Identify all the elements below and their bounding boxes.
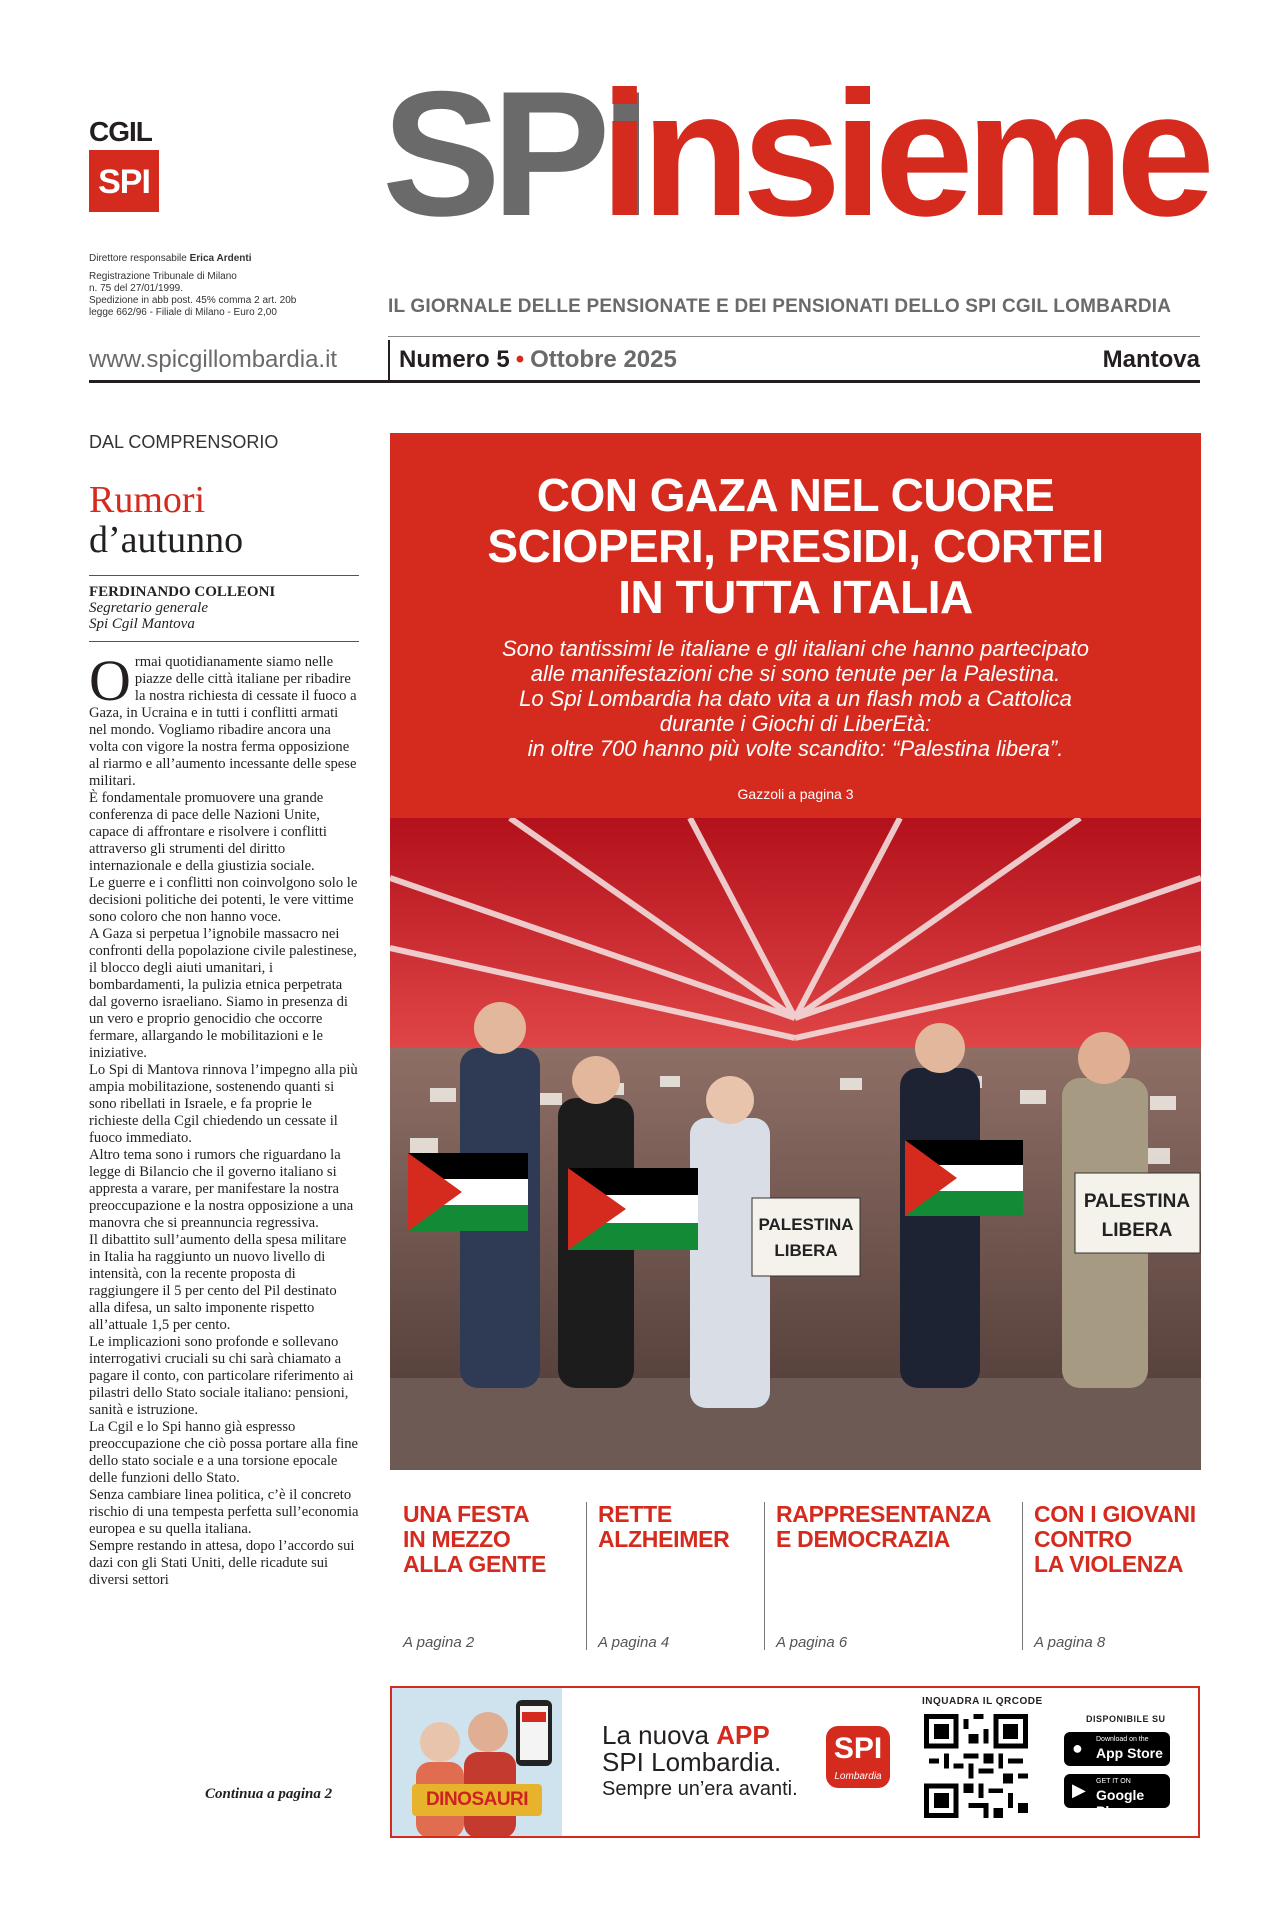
teaser-page: A pagina 2 <box>403 1634 475 1651</box>
sign-text: PALESTINA <box>1083 1191 1191 1212</box>
teaser-page: A pagina 8 <box>1034 1634 1106 1651</box>
teaser-rette[interactable] <box>598 1502 758 1652</box>
banner-text: La nuova APP SPI Lombardia. Sempre un’era avanti. <box>602 1720 798 1800</box>
available-on-label: DISPONIBILE SU <box>1086 1714 1166 1724</box>
paragraph: Le implicazioni sono profonde e sollevano interrogativi cruciali su chi sarà chiamato a pagare il conto, con particolare riferimento ai pilastri dello Stato sociale italiano: pensioni, sanità e istruzione. <box>89 1334 354 1418</box>
hero-credit[interactable]: Gazzoli a pagina 3 <box>737 786 854 802</box>
logo-spi-box: SPI <box>89 150 159 212</box>
author-role: Spi Cgil Mantova <box>89 616 195 632</box>
paragraph: Altro tema sono i rumors che riguardano la legge di Bilancio che il governo italiano si appresta a varare, per manifestare la nostra preoccupazione e la nostra opposizione a una manovra che si preannuncia regressiva. <box>89 1147 354 1231</box>
paragraph: La Cgil e lo Spi hanno già espresso preoccupazione che ciò possa portare alla fine dello stato sociale e a una torsione epocale delle funzioni dello Stato. <box>89 1419 359 1486</box>
issue-separator: • <box>515 346 525 373</box>
section-label: DAL COMPRENSORIO <box>89 432 279 452</box>
divider <box>1022 1502 1023 1650</box>
editorial-title: Rumori d’autunno <box>89 479 244 561</box>
logo-cgil-text: CGIL <box>89 116 152 147</box>
website-link[interactable]: www.spicgillombardia.it <box>89 346 338 373</box>
paragraph: Le guerre e i conflitti non coinvolgono solo le decisioni politiche dei potenti, le vere vittime sono coloro che non hanno voce. <box>89 875 358 925</box>
qr-label: INQUADRA IL QRCODE <box>922 1696 1043 1707</box>
teaser-giovani[interactable] <box>1034 1502 1200 1652</box>
author-role: Segretario generale <box>89 600 208 616</box>
dinosauri-logo: DINOSAURI <box>412 1784 542 1816</box>
masthead-title-insieme: insieme <box>600 54 1207 253</box>
divider <box>388 336 1200 337</box>
teaser-page: A pagina 4 <box>598 1634 670 1651</box>
editorial-byline <box>89 584 275 632</box>
continue-link[interactable]: Continua a pagina 2 <box>205 1786 333 1802</box>
spi-lombardia-logo: SPI Lombardia <box>826 1726 890 1788</box>
apple-icon: ● <box>1072 1738 1083 1758</box>
sign-text: LIBERA <box>774 1241 838 1260</box>
app-store-button[interactable]: ● Download on the App Store <box>1064 1732 1170 1766</box>
paragraph: È fondamentale promuovere una grande conferenza di pace delle Nazioni Unite, capace di affrontare e risolvere i conflitti attraverso gli strumenti del diritto internazionale e della giustizia sociale. <box>89 790 327 874</box>
paragraph: Senza cambiare linea politica, c’è il concreto rischio di una tempesta perfetta sull’economia europea e su quella italiana. <box>89 1487 359 1537</box>
divider <box>89 380 1200 383</box>
author-name: FERDINANDO COLLEONI <box>89 584 276 600</box>
banner-image <box>392 1688 562 1838</box>
qr-code-icon[interactable] <box>924 1714 1028 1818</box>
issue-info <box>399 346 677 374</box>
teaser-title: CON I GIOVANI CONTRO LA VIOLENZA <box>1034 1501 1196 1577</box>
director-name: Erica Ardenti <box>189 253 252 264</box>
teaser-title: RETTE ALZHEIMER <box>598 1501 730 1552</box>
divider <box>89 641 359 642</box>
registration-info: Registrazione Tribunale di Milano n. 75 del 27/01/1999. Spedizione in abb post. 45% comma 2 art. 20b legge 662/96 - Filiale di Milano - Euro 2,00 <box>89 271 297 318</box>
teaser-page: A pagina 6 <box>776 1634 848 1651</box>
divider <box>764 1502 765 1650</box>
edition-city: Mantova <box>1102 346 1200 373</box>
paragraph: Il dibattito sull’aumento della spesa militare in Italia ha raggiunto un nuovo livello di intensità, con la recente proposta di raggiungere il 5 per cento del Pil destinato alla difesa, un salto imponente rispetto all’attuale 1,5 per cento. <box>89 1232 347 1333</box>
issue-number: Numero 5 <box>399 346 510 373</box>
issue-date: Ottobre 2025 <box>530 346 677 373</box>
teaser-rappresentanza[interactable] <box>776 1502 1022 1652</box>
cgil-spi-logo <box>89 118 161 212</box>
masthead-info <box>89 253 349 319</box>
divider <box>586 1502 587 1650</box>
hero-photo <box>390 818 1201 1470</box>
teaser-title: UNA FESTA IN MEZZO ALLA GENTE <box>403 1501 547 1577</box>
editorial-body <box>89 654 359 1770</box>
sign-text: PALESTINA <box>758 1215 854 1234</box>
hero-deck: Sono tantissimi le italiane e gli italiani che hanno partecipato alle manifestazioni che si sono tenute per la Palestina. Lo Spi Lombardia ha dato vita a un flash mob a Cattolica durante i Giochi di LiberEtà: in oltre 700 hanno più volte scandito: “Palestina libera”. <box>501 636 1090 761</box>
director-line: Direttore responsabile Erica Ardenti <box>89 253 252 264</box>
teaser-title: RAPPRESENTANZA E DEMOCRAZIA <box>776 1501 992 1552</box>
paragraph: Lo Spi di Mantova rinnova l’impegno alla più ampia mobilitazione, sostenendo quanti si sono ribellati in Israele, e fa proprie le richieste della Cgil chiedendo un cessate il fuoco immediato. <box>89 1062 358 1146</box>
play-icon: ▶ <box>1072 1780 1086 1800</box>
divider <box>89 575 359 576</box>
masthead-title-spi: SPI <box>382 54 642 253</box>
google-play-button[interactable]: ▶ GET IT ON Google Play <box>1064 1774 1170 1808</box>
divider <box>388 340 390 380</box>
masthead-subtitle: IL GIORNALE DELLE PENSIONATE E DEI PENSIONATI DELLO SPI CGIL LOMBARDIA <box>388 296 1172 317</box>
sign-text: LIBERA <box>1101 1220 1173 1241</box>
teaser-festa[interactable] <box>403 1502 583 1652</box>
hero-headline: CON GAZA NEL CUORE SCIOPERI, PRESIDI, CORTEI IN TUTTA ITALIA <box>487 469 1104 623</box>
app-banner[interactable] <box>390 1686 1200 1838</box>
paragraph: rmai quotidianamente siamo nelle piazze delle città italiane per ribadire la nostra richiesta di cessate il fuoco a Gaza, in Ucraina e in tutti i conflitti armati nel mondo. Vogliamo ribadire ancora una volta con vigore la nostra ferma opposizione al riarmo e all’aumento incessante delle spese militari. <box>89 654 357 789</box>
paragraph: Sempre restando in attesa, dopo l’accordo sui dazi con gli Stati Uniti, delle ricadute sui diversi settori <box>89 1538 355 1588</box>
paragraph: A Gaza si perpetua l’ignobile massacro nei confronti della popolazione civile palestinese, il blocco degli aiuti umanitari, i bombardamenti, la pulizia etnica perpetrata dal governo israeliano. Siamo in presenza di un vero e proprio genocidio che occorre fermare, allargando le mobilitazioni e le iniziative. <box>89 926 357 1061</box>
dropcap: O <box>89 654 131 713</box>
